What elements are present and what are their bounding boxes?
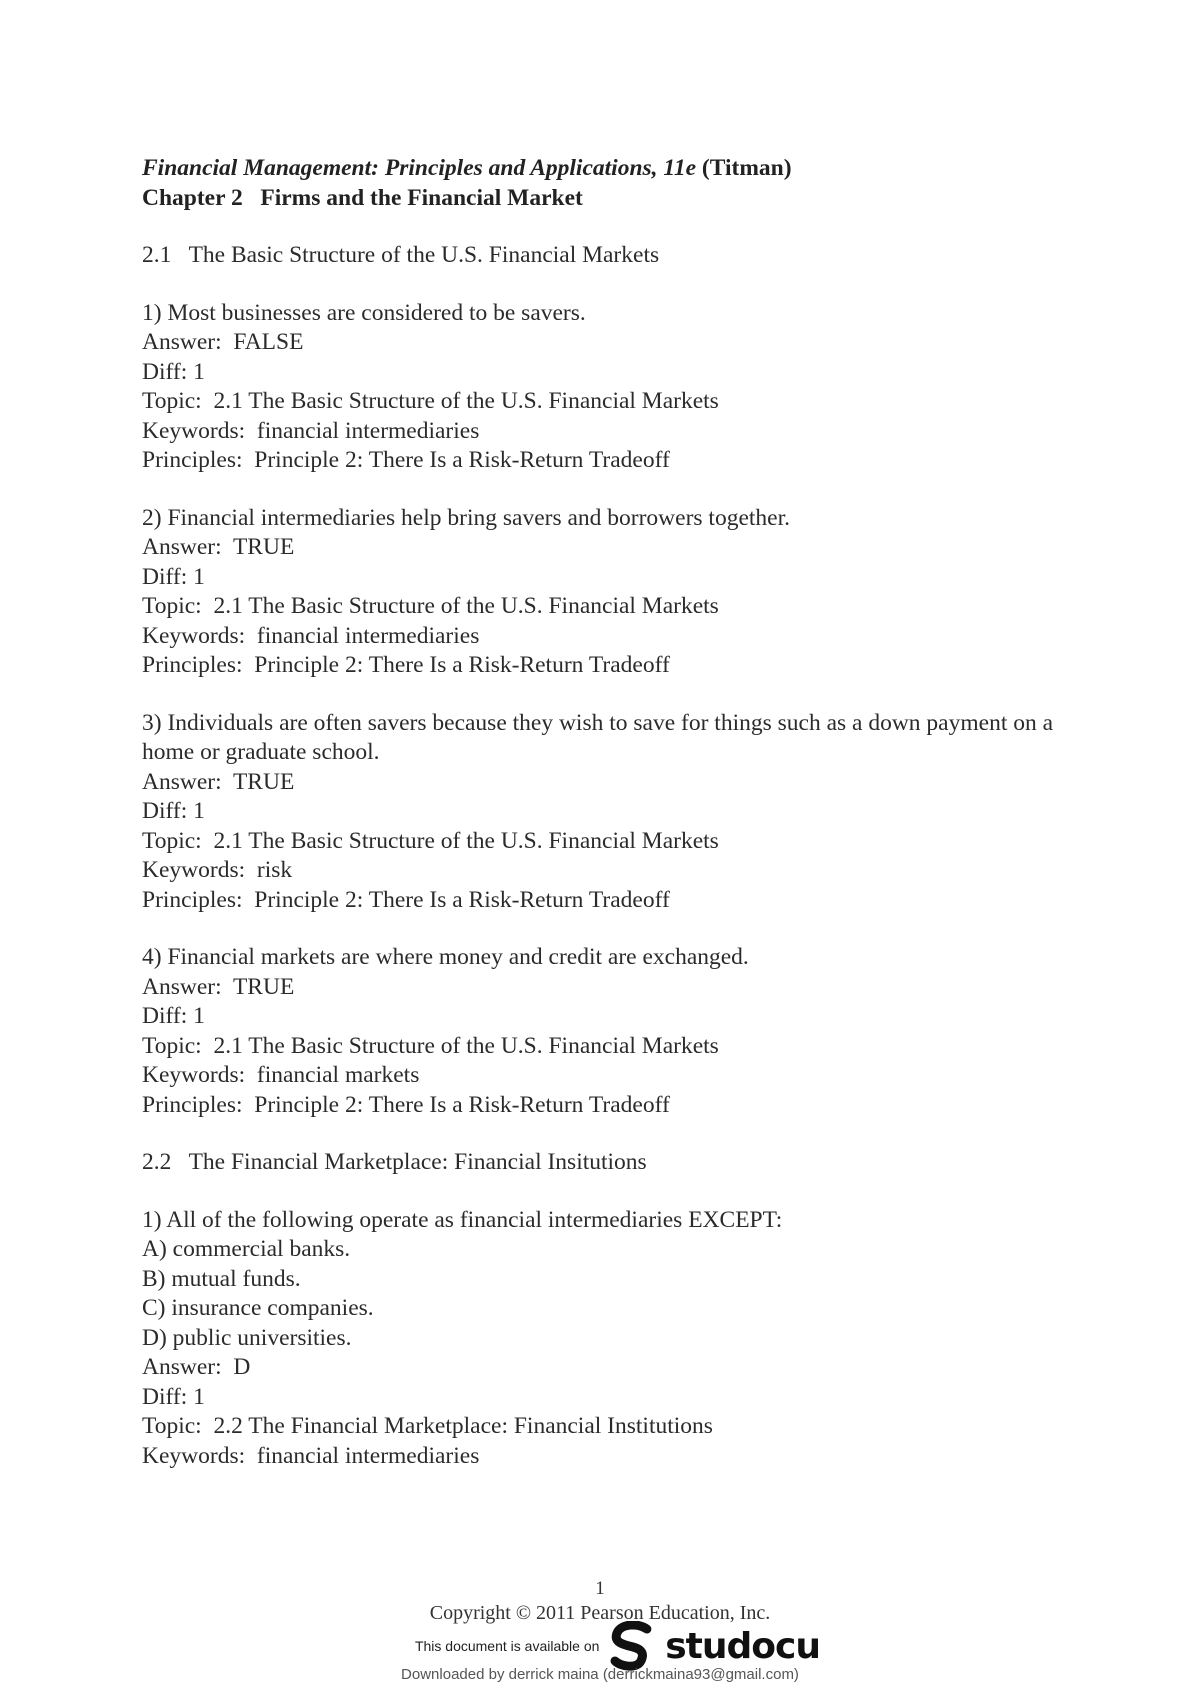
question-detail: Diff: 1: [142, 1383, 205, 1410]
question-text: 2) Financial intermediaries help bring savers and borrowers together.: [142, 504, 791, 531]
section-heading: 2.2 The Financial Marketplace: Financial Insitutions: [142, 1149, 647, 1175]
question-detail: Diff: 1: [142, 1003, 205, 1029]
question-detail: Keywords: financial intermediaries: [142, 1442, 480, 1469]
question-detail: Answer: FALSE: [142, 329, 304, 355]
question-detail: Diff: 1: [142, 358, 205, 385]
author: (Titman): [701, 155, 792, 181]
question-detail: Topic: 2.1 The Basic Structure of the U.S. Financial Markets: [142, 827, 719, 854]
copyright-line: Copyright © 2011 Pearson Education, Inc.: [429, 1602, 771, 1624]
studocu-banner: [400, 1620, 820, 1672]
studocu-brand: studocu: [665, 1625, 820, 1667]
document-body: [142, 154, 1092, 1499]
question-text: 3) Individuals are often savers because they wish to save for things such as a down payment on a home or graduate school.: [142, 709, 1059, 765]
section-heading: 2.1 The Basic Structure of the U.S. Financial Markets: [142, 242, 660, 268]
question-detail: D) public universities.: [142, 1324, 352, 1351]
question-block: [142, 709, 1092, 916]
question-detail: Principles: Principle 2: There Is a Risk-Return Tradeoff: [142, 886, 670, 913]
question-detail: Answer: TRUE: [142, 534, 295, 560]
sections-container: [142, 241, 1092, 1471]
question-detail: Diff: 1: [142, 798, 205, 824]
chapter-title: Chapter 2 Firms and the Financial Market: [142, 184, 583, 211]
question-detail: Topic: 2.1 The Basic Structure of the U.S. Financial Markets: [142, 1032, 719, 1059]
book-title: Financial Management: Principles and Applications, 11e: [142, 155, 697, 181]
question-detail: Keywords: financial markets: [142, 1062, 420, 1088]
question-block: [142, 299, 1092, 476]
question-block: [142, 1206, 1092, 1472]
question-text: 1) All of the following operate as financial intermediaries EXCEPT:: [142, 1206, 783, 1233]
question-detail: Answer: TRUE: [142, 768, 295, 795]
question-detail: C) insurance companies.: [142, 1295, 374, 1321]
question-detail: Principles: Principle 2: There Is a Risk-Return Tradeoff: [142, 652, 670, 678]
studocu-logo-icon: [609, 1621, 655, 1671]
question-text: 1) Most businesses are considered to be savers.: [142, 299, 586, 326]
available-on-text: This document is available on: [414, 1638, 600, 1654]
question-detail: Diff: 1: [142, 563, 205, 590]
question-block: [142, 504, 1092, 681]
question-detail: A) commercial banks.: [142, 1236, 351, 1262]
question-detail: Principles: Principle 2: There Is a Risk-Return Tradeoff: [142, 1091, 670, 1118]
question-detail: Keywords: financial intermediaries: [142, 622, 480, 649]
question-block: [142, 943, 1092, 1120]
question-text: 4) Financial markets are where money and credit are exchanged.: [142, 944, 749, 970]
question-detail: Answer: D: [142, 1354, 251, 1380]
question-detail: Topic: 2.1 The Basic Structure of the U.S. Financial Markets: [142, 388, 719, 414]
question-detail: Topic: 2.2 The Financial Marketplace: Financial Institutions: [142, 1413, 713, 1439]
downloaded-by-line: Downloaded by derrick maina (derrickmaina93@gmail.com): [401, 1666, 799, 1683]
question-detail: Keywords: financial intermediaries: [142, 417, 480, 444]
question-detail: Principles: Principle 2: There Is a Risk-Return Tradeoff: [142, 447, 670, 473]
page-number: 1: [595, 1578, 605, 1599]
question-detail: B) mutual funds.: [142, 1265, 301, 1292]
question-detail: Topic: 2.1 The Basic Structure of the U.S. Financial Markets: [142, 593, 719, 619]
question-detail: Answer: TRUE: [142, 973, 295, 1000]
document-title: [142, 154, 1092, 184]
question-detail: Keywords: risk: [142, 857, 293, 883]
